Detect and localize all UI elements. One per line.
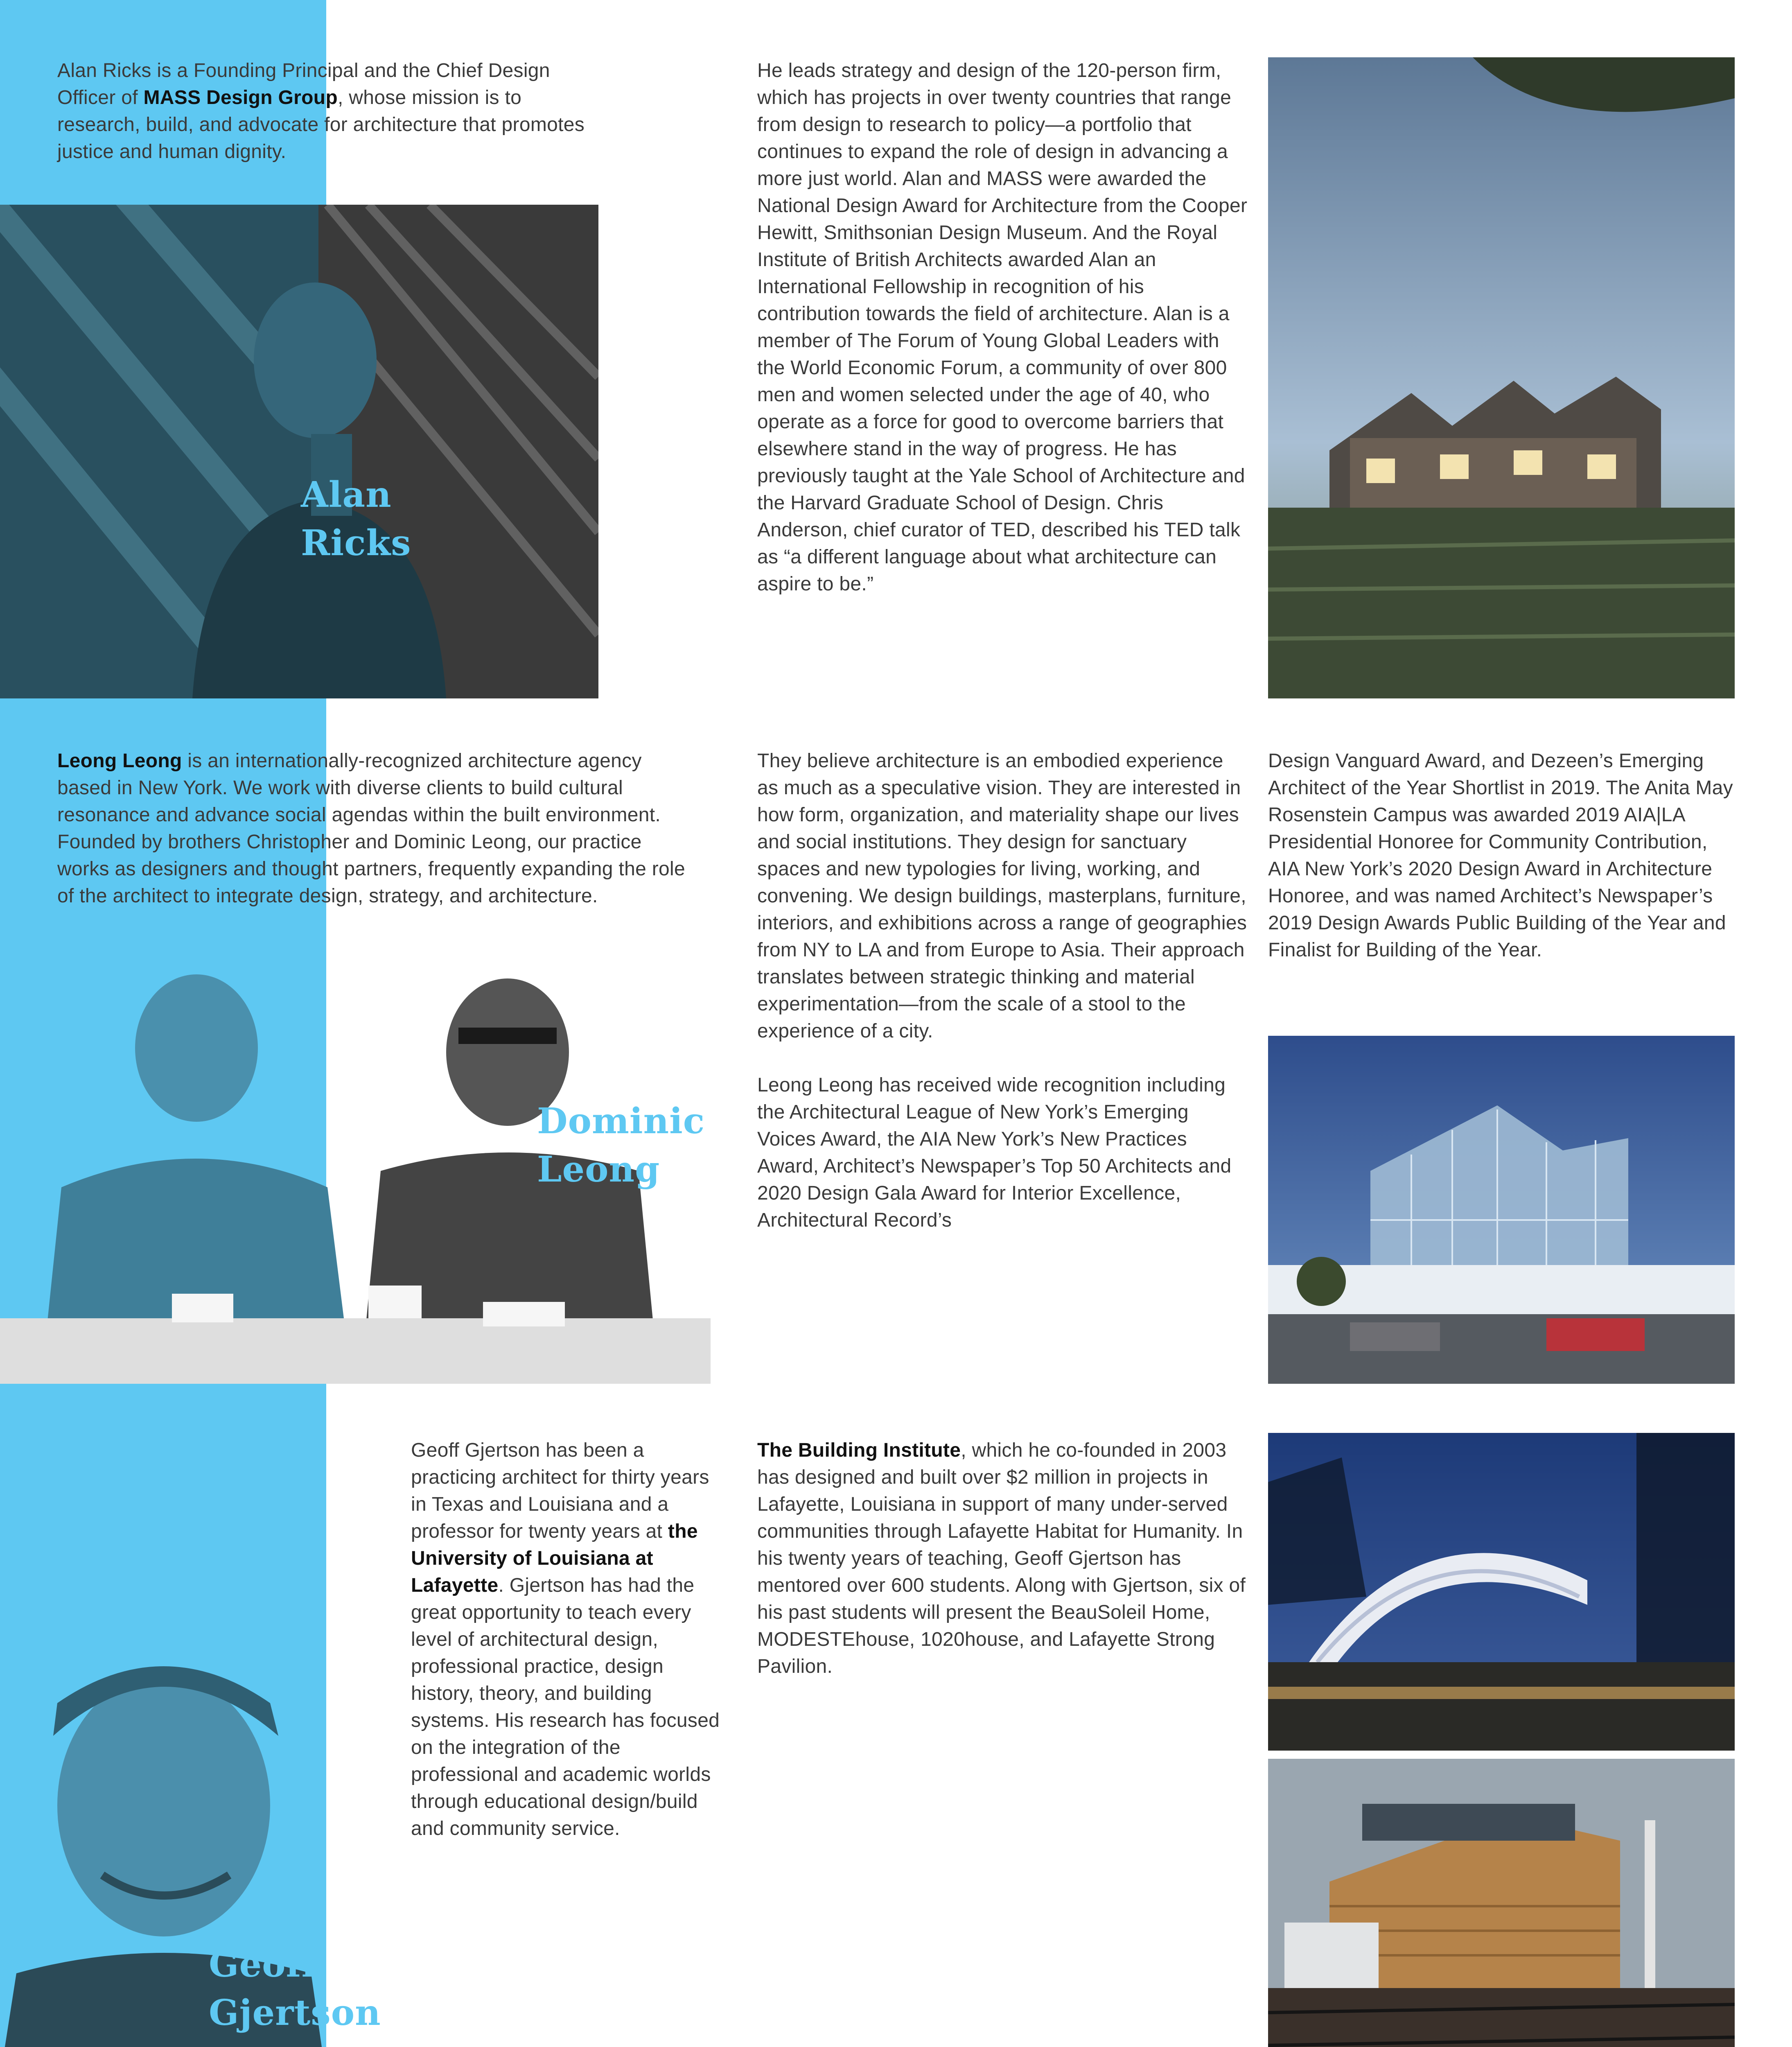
lafayette-strong-pavilion-photo [1268,1433,1735,1751]
ricks-intro-post: , whose mission is to research, build, and advocate for architecture that promotes justice and human dignity. [57,87,585,163]
ul-lafayette-link: the University of Louisiana at Lafayette [411,1521,698,1596]
building-institute-bio-post: , which he co-founded in 2003 has designed and built over $2 million in projects in Lafayette, Louisiana in support of many under-served communities through Lafayette Habitat for Humanity. In his twenty years of teaching, Geoff Gjertson has mentored over 600 students. Along with Gjertson, six of his past students will present the BeauSoleil Home, MODESTEhouse, 1020house, and Lafayette Strong Pavilion. [757,1439,1246,1677]
leong-intro [57,748,696,910]
ricks-intro-pre: Alan Ricks is a Founding Principal and the Chief Design Officer of [57,60,550,108]
beausoleil-home-photo [1268,1759,1735,2047]
leong-awards: Design Vanguard Award, and Dezeen’s Emerging Architect of the Year Shortlist in 2019. The Anita May Rosenstein Campus was awarded 2019 AIA|LA Presidential Honoree for Community Contribution, AIA New York’s 2020 Design Award in Architecture Honoree, and was named Architect’s Newspaper’s 2019 Design Awards Public Building of the Year and Finalist for Building of the Year. [1268,750,1733,961]
dominic-leong-name [537,1097,705,1194]
leong-intro-post: is an internationally-recognized architecture agency based in New York. We work with diverse clients to build cultural resonance and advance social agendas within the built environment. Founded by brothers Christopher and Dominic Leong, our practice works as designers and thought partners, frequently expanding the role of the architect to integrate design, strategy, and architecture. [57,750,685,907]
ricks-bio: He leads strategy and design of the 120-person firm, which has projects in over twenty countries that range from design to research to policy—a portfolio that continues to expand the role of design in advancing a more just world. Alan and MASS were awarded the National Design Award for Architecture from the Cooper Hewitt, Smithsonian Design Museum. And the Royal Institute of British Architects awarded Alan an International Fellowship in recognition of his contribution towards the field of architecture. Alan is a member of The Forum of Young Global Leaders with the World Economic Forum, a community of over 800 men and women selected under the age of 40, who operate as a force for good to overcome barriers that elsewhere stand in the way of progress. He has previously taught at the Yale School of Architecture and the Harvard Graduate School of Design. Chris Anderson, chief curator of TED, described his TED talk as “a different language about what architecture can aspire to be.” [757,60,1248,595]
rosenstein-campus-photo [1268,1036,1735,1384]
ricks-intro [57,57,598,165]
geoff-gjertson-name [209,1941,381,2037]
name-line-first: Geoff [209,1944,317,1985]
name-line-last: Ricks [301,522,411,564]
leong-bio-paragraph-2: Leong Leong has received wide recognition including the Architectural League of New York’s Emerging Voices Award, the AIA New York’s New Practices Award, Architect’s Newspaper’s Top 50 Architects and 2020 Design Gala Award for Interior Excellence, Architectural Record’s [757,1074,1232,1231]
name-line-first: Dominic [537,1100,705,1142]
gjertson-bio-post: . Gjertson has had the great opportunity to teach every level of architectural design, professional practice, design history, theory, and building systems. His research has focused on the integration of the professional and academic worlds through educational design/build and community service. [411,1575,720,1839]
leong-bio [757,748,1248,1234]
building-institute-link: The Building Institute [757,1439,961,1461]
name-line-last: Gjertson [209,1992,381,2033]
alan-ricks-name [301,471,411,567]
mass-housing-photo [1268,57,1735,698]
building-institute-bio [757,1437,1248,1680]
mass-design-group-link: MASS Design Group [143,87,338,108]
leong-bio-paragraph-1: They believe architecture is an embodied experience as much as a speculative vision. They are interested in how form, organization, and materiality shape our lives and social institutions. They design for sanctuary spaces and new typologies for living, working, and convening. We design buildings, masterplans, furniture, interiors, and exhibitions across a range of geographies from NY to LA and from Europe to Asia. Their approach translates between strategic thinking and material experimentation—from the scale of a stool to the experience of a city. [757,750,1247,1042]
name-line-last: Leong [537,1149,660,1190]
name-line-first: Alan [301,474,392,515]
gjertson-bio-pre: Geoff Gjertson has been a practicing architect for thirty years in Texas and Louisiana and a professor for twenty years at [411,1439,709,1542]
gjertson-bio [411,1437,722,1842]
leong-leong-link: Leong Leong [57,750,182,772]
alan-ricks-portrait [0,205,598,698]
